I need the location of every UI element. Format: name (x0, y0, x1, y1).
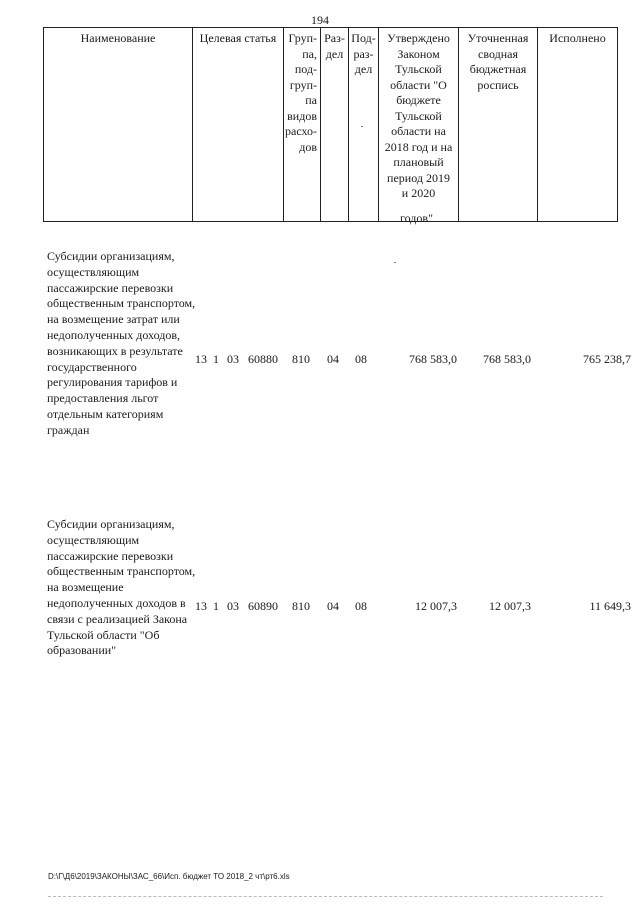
header-target-article: Целевая статья (193, 28, 284, 222)
target-article-subprogram: 1 (213, 599, 219, 613)
target-article-subprogram: 1 (213, 352, 219, 366)
header-section: Раз- дел (321, 28, 349, 222)
section: 04 (327, 352, 339, 366)
target-article-direction: 60880 (248, 352, 278, 366)
target-article-direction: 60890 (248, 599, 278, 613)
approved-amount: 12 007,3 (415, 599, 457, 613)
target-article-event: 03 (227, 352, 239, 366)
subsection: 08 (355, 599, 367, 613)
page-number: 194 (311, 13, 329, 27)
scan-speck (361, 126, 363, 127)
executed-amount: 765 238,7 (583, 352, 631, 366)
target-article-program: 13 (195, 352, 207, 366)
header-approved-tail: годов" (400, 211, 433, 225)
expense-type: 810 (292, 352, 310, 366)
header-subsection: Под- раз- дел (349, 28, 379, 222)
budget-table-header (43, 27, 618, 222)
header-expense-group: Груп- па, под- груп- па видов расхо- дов (284, 28, 321, 222)
refined-amount: 12 007,3 (489, 599, 531, 613)
row-name: Субсидии организациям, осуществляющим пассажирские перевозки общественным транспортом, на возмещение затрат или недополученных доходов, возникающих в результате государственного регулирования тарифов и предоставления льгот отдельным категориям граждан (47, 249, 196, 437)
scan-edge-line (48, 896, 603, 897)
header-refined: Уточненная сводная бюджетная роспись (459, 28, 538, 222)
subsection: 08 (355, 352, 367, 366)
approved-amount: 768 583,0 (409, 352, 457, 366)
header-name: Наименование (44, 28, 193, 222)
executed-amount: 11 649,3 (589, 599, 631, 613)
row-name: Субсидии организациям, осуществляющим пассажирские перевозки общественным транспортом, на возмещение недополученных доходов в связи с реализацией Закона Тульской области "Об образовании" (47, 517, 196, 658)
header-approved: Утверждено Законом Тульской области "О бюджете Тульской области на 2018 год и на плановый период 2019 и 2020 (379, 28, 459, 222)
footer-file-path: D:\Г\Д6\2019\ЗАКОНЫ\ЗАС_66\Исп. бюджет ТО 2018_2 чт\рт6.xls (48, 872, 290, 881)
target-article-program: 13 (195, 599, 207, 613)
scan-speck (394, 262, 396, 263)
refined-amount: 768 583,0 (483, 352, 531, 366)
expense-type: 810 (292, 599, 310, 613)
header-executed: Исполнено (538, 28, 618, 222)
section: 04 (327, 599, 339, 613)
target-article-event: 03 (227, 599, 239, 613)
